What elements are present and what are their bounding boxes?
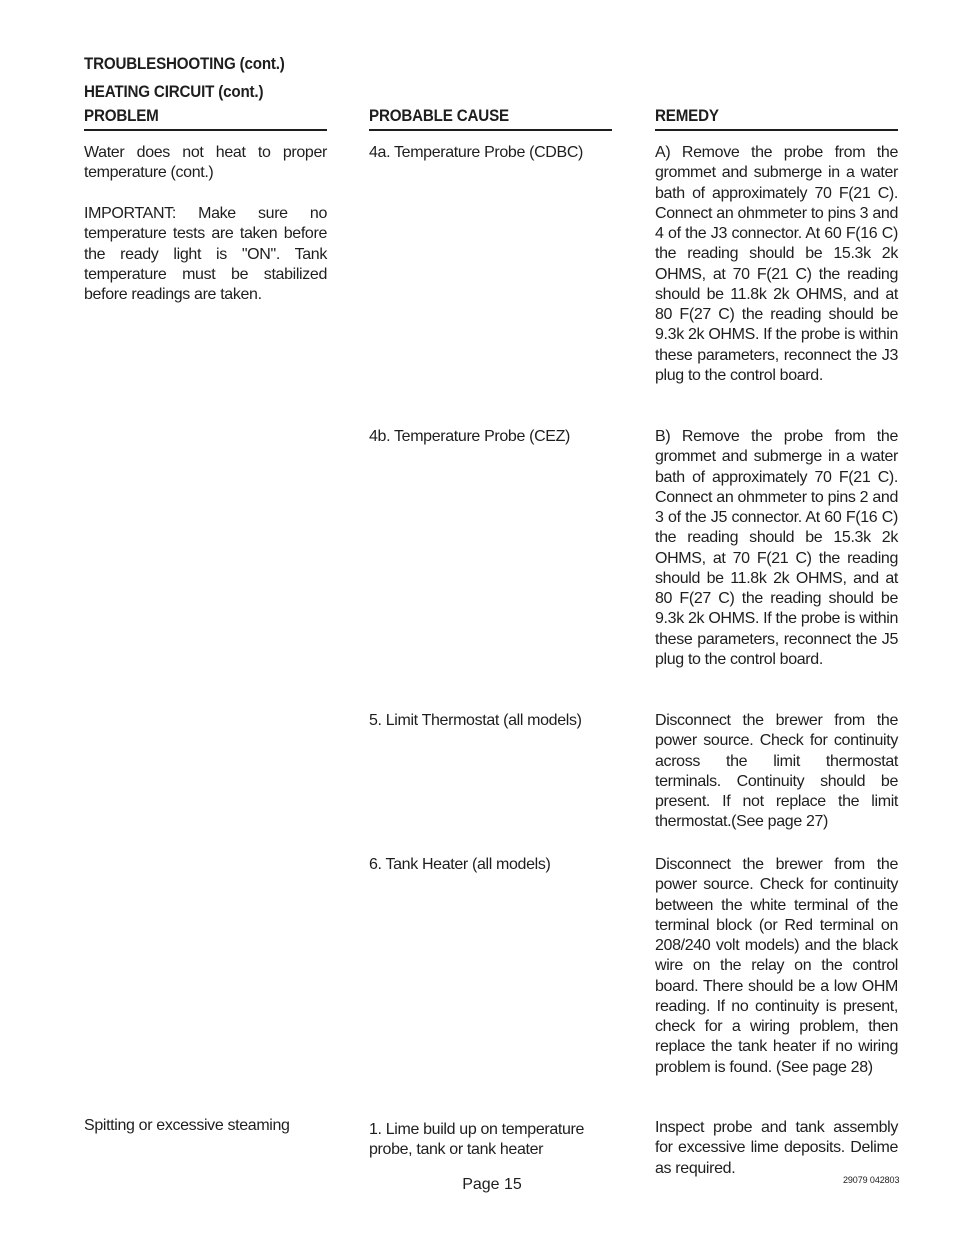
- section-subtitle: HEATING CIRCUIT (cont.): [84, 83, 264, 101]
- remedy-limit-thermostat: Disconnect the brewer from the power source. Check for continuity across the limit thermostat terminals. Continuity should be present. If not replace the limit thermostat.(See page 27): [655, 712, 898, 831]
- important-note: IMPORTANT: Make sure no temperature tests are taken before the ready light is "ON". Tank temperature must be stabilized before readings are taken.: [84, 205, 327, 303]
- section-title: TROUBLESHOOTING (cont.): [84, 55, 285, 73]
- problem-spitting: Spitting or excessive steaming: [84, 1117, 290, 1134]
- remedy-probe-cdbc: A) Remove the probe from the grommet and submerge in a water bath of approximately 70 F(21 C). Connect an ohmmeter to pins 3 and 4 of the J3 connector. At 60 F(16 C) the reading should be 15.3k 2k OHMS, at 70 F(21 C) the reading should be 11.8k 2k OHMS, and at 80 F(27 C) the reading should be 9.3k 2k OHMS. If the probe is within these parameters, reconnect the J3 plug to the control board.: [655, 144, 898, 384]
- remedy-lime-buildup: Inspect probe and tank assembly for excessive lime deposits. Delime as required.: [655, 1119, 898, 1177]
- cause-probe-cez: 4b. Temperature Probe (CEZ): [369, 428, 571, 445]
- remedy-probe-cez: B) Remove the probe from the grommet and submerge in a water bath of approximately 70 F(21 C). Connect an ohmmeter to pins 2 and 3 of the J5 connector. At 60 F(16 C) the reading should be 15.3k 2k OHMS, at 70 F(21 C) the reading should be 11.8k 2k OHMS, and at 80 F(27 C) the reading should be 9.3k 2k OHMS. If the probe is within these parameters, reconnect the J5 plug to the control board.: [655, 428, 898, 668]
- problem-water-heat: Water does not heat to proper temperature (cont.): [84, 144, 327, 182]
- cause-column-header: PROBABLE CAUSE: [369, 107, 612, 131]
- document-code: 29079 042803: [843, 1175, 900, 1185]
- cause-tank-heater: 6. Tank Heater (all models): [369, 856, 551, 873]
- page-number: Page 15: [462, 1176, 522, 1193]
- cause-lime-buildup: 1. Lime build up on temperature probe, tank or tank heater: [369, 1121, 585, 1159]
- cause-limit-thermostat: 5. Limit Thermostat (all models): [369, 712, 582, 729]
- problem-column-header: PROBLEM: [84, 107, 327, 131]
- cause-probe-cdbc: 4a. Temperature Probe (CDBC): [369, 144, 583, 161]
- remedy-tank-heater: Disconnect the brewer from the power source. Check for continuity between the white terminal of the terminal block (or Red terminal on 208/240 volt models) and the black wire on the relay on the control board. There should be a low OHM reading. If no continuity is present, check for a wiring problem, then replace the tank heater if no wiring problem is found. (See page 28): [655, 856, 898, 1076]
- remedy-column-header: REMEDY: [655, 107, 898, 131]
